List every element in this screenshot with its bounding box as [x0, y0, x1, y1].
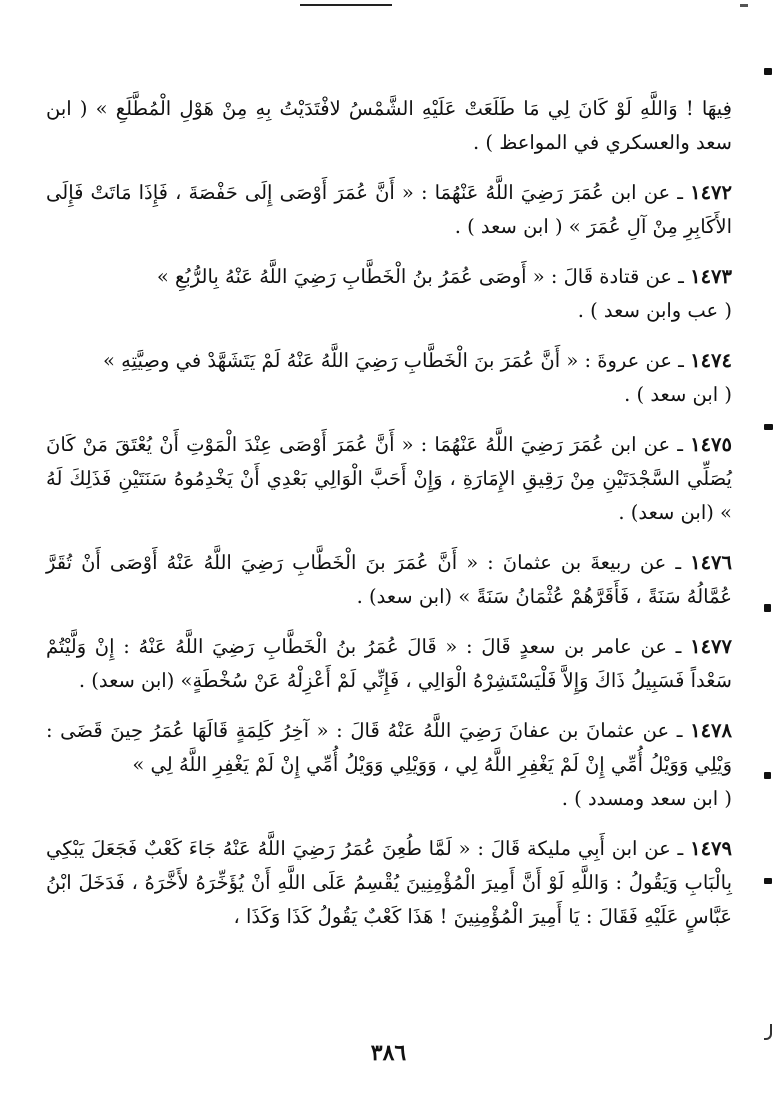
- entry-text: ـ عن قتادة قَالَ : « أَوصَى عُمَرُ بنُ الْخَطَّابِ رَضِيَ اللَّهُ عَنْهُ بِالرُّبُعِ »: [156, 265, 684, 288]
- entry-text: ـ عن عروةَ : « أَنَّ عُمَرَ بنَ الْخَطَّابِ رَضِيَ اللَّهُ عَنْهُ لَمْ يَتَشَهَّدْ في وصِيَّتِهِ »: [103, 349, 684, 372]
- entry-number: ١٤٧٤: [690, 349, 732, 372]
- entry-number: ١٤٧٧: [690, 635, 733, 658]
- entry-1474: [46, 344, 732, 412]
- entry-1478: [46, 714, 732, 816]
- entry-1479: [46, 832, 732, 934]
- entry-text: ـ عن ابن عُمَرَ رَضِيَ اللَّهُ عَنْهُمَا : « أَنَّ عُمَرَ أَوْصَى عِنْدَ الْمَوْتِ أَنْ يُعْتَقَ مَنْ كَانَ يُصَلِّي السَّجْدَتَيْنِ مِنْ رَقِيقِ الإِمَارَةِ ، وَإِنْ أَحَبَّ الْوَالِي بَعْدِي أَنْ يَخْدِمُوهُ سَنَتَيْنِ فَذَلِكَ لَهُ » (ابن سعد) .: [46, 433, 732, 524]
- edge-mark: [764, 772, 771, 779]
- top-corner-mark: [740, 4, 748, 7]
- entry-continuation: [46, 92, 732, 160]
- entry-1476: [46, 546, 732, 614]
- entry-text: ـ عن عامر بن سعدٍ قَالَ : « قَالَ عُمَرُ بنُ الْخَطَّابِ رَضِيَ اللَّهُ عَنْهُ : إِنْ وَلَّيْتُمْ سَعْداً فَسَبِيلُ ذَاكَ وَإِلاَّ فَلْيَسْتَشِرْهُ الْوَالِي ، فَإِنِّي لَمْ أَعْزِلْهُ عَنْ سُخْطَةٍ» (ابن سعد) .: [46, 635, 732, 692]
- entry-1475: [46, 428, 732, 530]
- edge-mark: [764, 878, 772, 884]
- entry-number: ١٤٧٢: [690, 181, 733, 204]
- entry-number: ١٤٧٩: [690, 837, 733, 860]
- entry-number: ١٤٧٥: [690, 433, 732, 456]
- page-number: ٣٨٦: [370, 1040, 407, 1066]
- entry-source: ( ابن سعد ومسدد ) .: [561, 787, 732, 810]
- entry-1473: [46, 260, 732, 328]
- page-content: [46, 92, 732, 950]
- edge-mark: [764, 604, 771, 612]
- entry-number: ١٤٧٦: [690, 551, 733, 574]
- entry-source: ( عب وابن سعد ) .: [577, 299, 732, 322]
- entry-1472: [46, 176, 732, 244]
- edge-mark: [764, 68, 772, 75]
- entry-text: ـ عن ابن أَبِي مليكة قَالَ : « لَمَّا طُعِنَ عُمَرُ رَضِيَ اللَّهُ عَنْهُ جَاءَ كَعْبٌ فَجَعَلَ يَبْكِي بِالْبَابِ وَيَقُولُ : وَاللَّهِ لَوْ أَنَّ أَمِيرَ الْمُؤْمِنِينَ يُقْسِمُ عَلَى اللَّهِ أَنْ يُؤَخِّرَهُ لأَخَّرَهُ ، فَدَخَلَ ابْنُ عَبَّاسٍ عَلَيْهِ فَقَالَ : يَا أَمِيرَ الْمُؤْمِنِينَ ! هَذَا كَعْبٌ يَقُولُ كَذَا وَكَذَا ،: [46, 837, 732, 928]
- entry-text: ـ عن عثمانَ بن عفانَ رَضِيَ اللَّهُ عَنْهُ قَالَ : « آخِرُ كَلِمَةٍ قَالَهَا عُمَرُ حِينَ قَضَى : وَيْلِي وَوَيْلُ أُمِّي إِنْ لَمْ يَغْفِرِ اللَّهُ لِي ، وَوَيْلِي وَوَيْلُ أُمِّي إِنْ لَمْ يَغْفِرِ اللَّهُ لِي »: [46, 719, 732, 776]
- entry-text: ـ عن ابن عُمَرَ رَضِيَ اللَّهُ عَنْهُمَا : « أَنَّ عُمَرَ أَوْصَى إِلَى حَفْصَةَ ، فَإِذَا مَاتَتْ فَإِلَى الأَكَابِرِ مِنْ آلِ عُمَرَ » ( ابن سعد ) .: [46, 181, 732, 238]
- entry-text: ـ عن ربيعةَ بن عثمانَ : « أَنَّ عُمَرَ بنَ الْخَطَّابِ رَضِيَ اللَّهُ عَنْهُ أَوْصَى أَنْ تُقَرَّ عُمَّالُهُ سَنَةً ، فَأَقَرَّهُمْ عُثْمَانُ سَنَةً » (ابن سعد) .: [46, 551, 732, 608]
- edge-mark: [764, 424, 773, 430]
- top-rule: [300, 4, 392, 6]
- entry-number: ١٤٧٨: [690, 719, 732, 742]
- entry-text: فِيهَا ! وَاللَّهِ لَوْ كَانَ لِي مَا طَلَعَتْ عَلَيْهِ الشَّمْسُ لافْتَدَيْتُ بِهِ مِنْ هَوْلِ الْمُطَّلَعِ » ( ابن سعد والعسكري في المواعظ ) .: [46, 97, 732, 154]
- entry-source: ( ابن سعد ) .: [624, 383, 732, 406]
- entry-1477: [46, 630, 732, 698]
- edge-mark: [764, 1024, 772, 1040]
- entry-number: ١٤٧٣: [690, 265, 732, 288]
